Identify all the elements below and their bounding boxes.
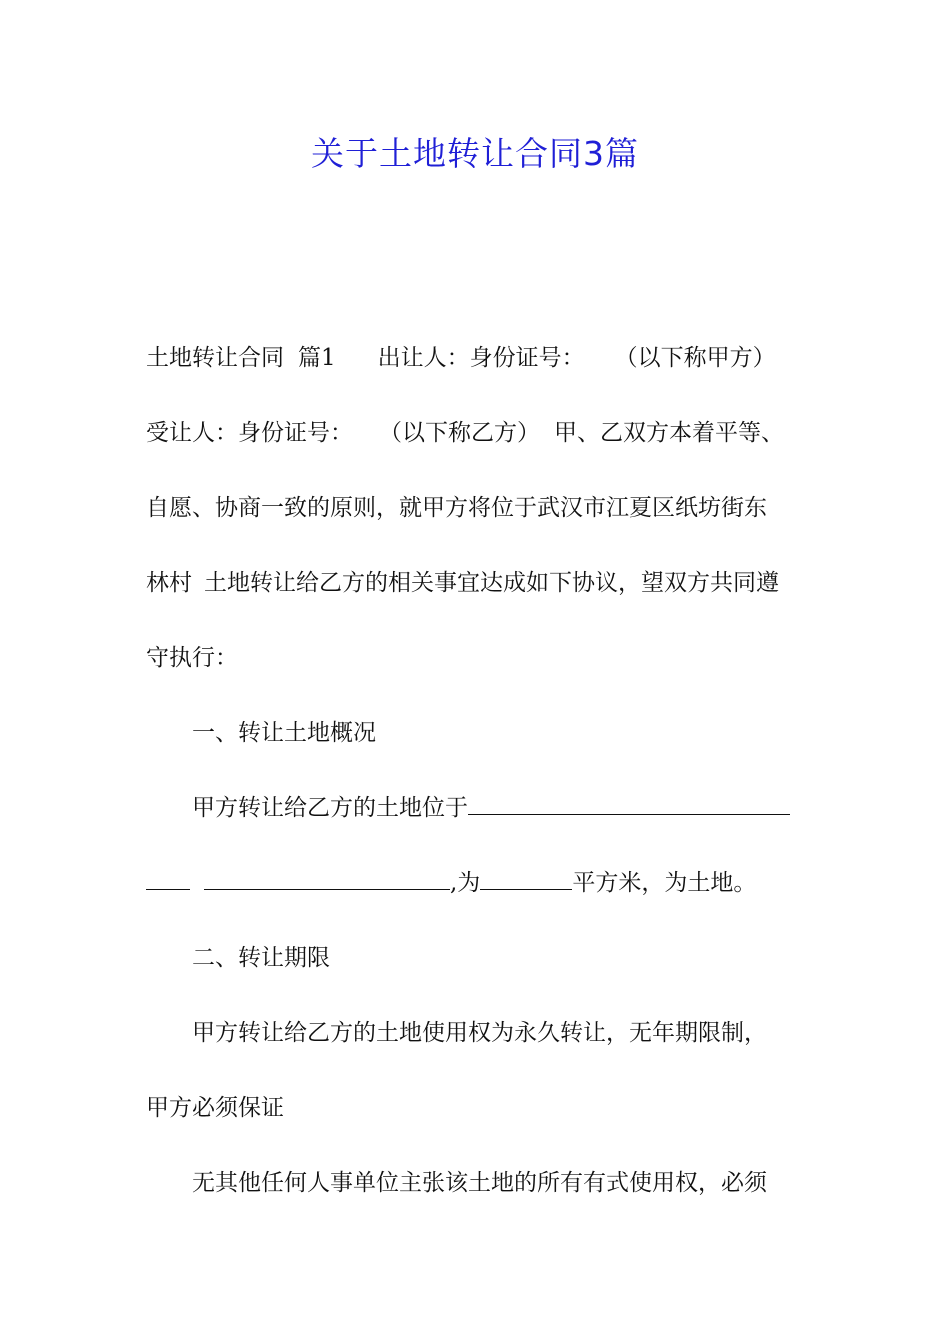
paragraph-line xyxy=(146,868,810,898)
paragraph-line: 无其他任何人事单位主张该土地的所有有式使用权，必须 xyxy=(192,1170,767,1196)
paragraph-line: 甲方必须保证 xyxy=(146,1095,284,1121)
land-location-blank xyxy=(468,794,790,815)
land-location-blank-continued xyxy=(204,869,450,890)
paragraph-text: 土地转让给乙方的相关事宜达成如下协议，望双方共同遵 xyxy=(204,570,779,596)
paragraph-line xyxy=(146,568,810,598)
party-b-note: （以下称乙方） xyxy=(379,420,540,446)
transferor-label: 出让人：身份证号： xyxy=(377,345,585,371)
land-location-blank-continued xyxy=(146,869,190,890)
paragraph-line xyxy=(192,793,810,823)
transferee-label: 受让人：身份证号： xyxy=(146,420,353,446)
party-a-note: （以下称甲方） xyxy=(614,345,776,371)
contract-number: 篇1 xyxy=(298,345,336,371)
paragraph-line: 自愿、协商一致的原则，就甲方将位于武汉市江夏区纸坊街东 xyxy=(146,495,767,521)
village-name: 林村 xyxy=(146,570,192,596)
paragraph-line: 守执行： xyxy=(146,645,238,671)
area-unit-text: 平方米，为土地。 xyxy=(572,870,757,896)
document-title: 关于土地转让合同3篇 xyxy=(311,134,639,173)
contract-name: 土地转让合同 xyxy=(146,345,284,371)
land-location-label: 甲方转让给乙方的土地位于 xyxy=(192,795,468,821)
paragraph-line xyxy=(146,418,810,448)
paragraph-line: 甲方转让给乙方的土地使用权为永久转让，无年期限制， xyxy=(192,1020,767,1046)
section-heading: 一、转让土地概况 xyxy=(192,720,376,746)
section-heading: 二、转让期限 xyxy=(192,945,330,971)
paragraph-text: 甲、乙双方本着平等、 xyxy=(554,420,784,446)
area-label: ,为 xyxy=(450,870,481,896)
paragraph-line xyxy=(146,343,810,373)
area-blank xyxy=(480,869,572,890)
